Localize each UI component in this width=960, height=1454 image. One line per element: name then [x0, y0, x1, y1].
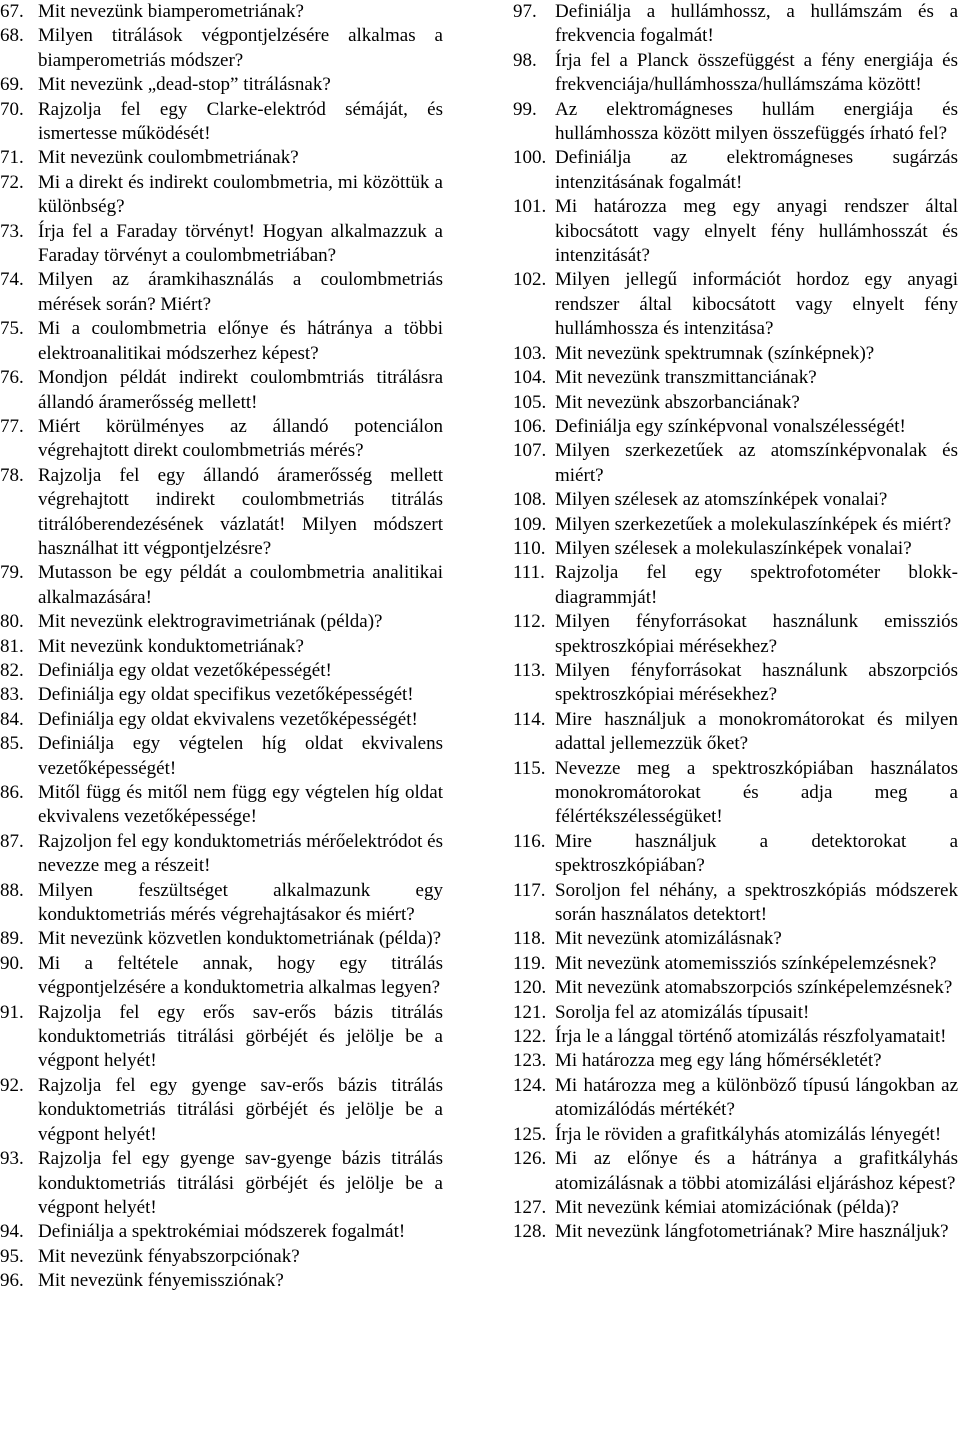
question-text: Rajzolja fel egy állandó áramerősség mellett végrehajtott indirekt coulombmetriás titrálás titrálóberendezésének vázlatát! Milyen módszert használhat itt végpontjelzésre?	[38, 464, 443, 559]
question-item	[0, 1001, 443, 1074]
question-number: 117.	[513, 879, 546, 901]
question-number: 82.	[0, 659, 24, 681]
question-item	[513, 1196, 958, 1220]
question-item	[513, 488, 958, 512]
question-item	[0, 1269, 443, 1293]
question-text: Milyen szerkezetűek a molekulaszínképek és miért?	[555, 513, 952, 535]
question-number: 127.	[513, 1196, 547, 1218]
question-text: Definiálja egy végtelen híg oldat ekvivalens vezetőképességét!	[38, 733, 443, 779]
question-number: 113.	[513, 659, 546, 681]
question-item	[513, 1147, 958, 1196]
question-text: Milyen fényforrásokat használunk emissziós spektroszkópiai mérésekhez?	[555, 611, 958, 657]
question-item	[0, 561, 443, 610]
question-number: 115.	[513, 757, 546, 779]
question-number: 83.	[0, 684, 24, 706]
question-number: 78.	[0, 464, 24, 486]
question-number: 95.	[0, 1245, 24, 1267]
question-text: Definiálja egy színképvonal vonalszélességét!	[555, 415, 906, 437]
question-text: Nevezze meg a spektroszkópiában használatos monokromátorokat és adja meg a félértékszélességüket!	[555, 757, 958, 828]
question-text: Rajzoljon fel egy konduktometriás mérőelektródot és nevezze meg a részeit!	[38, 830, 443, 877]
question-text: Mit nevezünk atomemissziós színképelemzésnek?	[555, 952, 937, 974]
question-item	[513, 146, 958, 195]
question-item	[513, 268, 958, 341]
question-item	[0, 73, 443, 97]
question-item	[513, 537, 958, 561]
question-number: 107.	[513, 440, 547, 462]
question-item	[0, 708, 443, 732]
question-number: 108.	[513, 489, 547, 511]
question-text: Rajzolja fel egy gyenge sav-gyenge bázis titrálás konduktometriás titrálási görbéjét és jelölje be a végpont helyét!	[38, 1148, 443, 1218]
question-number: 98.	[513, 49, 537, 71]
question-number: 87.	[0, 830, 24, 852]
question-item	[0, 732, 443, 781]
question-number: 104.	[513, 367, 547, 389]
question-number: 80.	[0, 611, 24, 633]
question-text: Mutasson be egy példát a coulombmetria analitikai alkalmazására!	[38, 562, 443, 608]
question-item	[0, 24, 443, 73]
question-number: 79.	[0, 562, 24, 584]
question-item	[513, 1074, 958, 1123]
question-text: Milyen titrálások végpontjelzésére alkalmas a biamperometriás módszer?	[38, 25, 443, 71]
question-number: 72.	[0, 171, 24, 193]
question-number: 86.	[0, 782, 24, 803]
question-item	[513, 830, 958, 879]
question-text: Írja fel a Faraday törvényt! Hogyan alkalmazzuk a Faraday törvényt a coulombmetriában?	[38, 220, 443, 267]
question-item	[513, 415, 958, 439]
question-item	[0, 879, 443, 928]
question-item	[0, 635, 443, 659]
question-item	[513, 1220, 958, 1244]
question-text: Mire használjuk a detektorokat a spektroszkópiában?	[555, 830, 958, 877]
question-item	[513, 366, 958, 390]
question-item	[513, 195, 958, 268]
question-number: 92.	[0, 1074, 24, 1096]
question-number: 96.	[0, 1270, 24, 1292]
question-number: 77.	[0, 415, 24, 437]
question-text: Soroljon fel néhány, a spektroszkópiás módszerek során használatos detektort!	[555, 879, 958, 926]
question-item	[0, 268, 443, 317]
question-item	[513, 342, 958, 366]
question-number: 68.	[0, 25, 24, 47]
question-item	[0, 366, 443, 415]
question-item	[513, 0, 958, 49]
question-number: 128.	[513, 1221, 547, 1243]
right-question-column	[513, 0, 958, 1245]
question-text: Mit nevezünk kémiai atomizációnak (példa)?	[555, 1196, 899, 1218]
question-item	[0, 781, 443, 830]
question-text: Sorolja fel az atomizálás típusait!	[555, 1001, 810, 1023]
question-number: 116.	[513, 830, 546, 852]
question-text: Írja le röviden a grafitkályhás atomizálás lényegét!	[555, 1123, 942, 1145]
question-text: Mit nevezünk közvetlen konduktometriának (példa)?	[38, 928, 442, 950]
question-text: Rajzolja fel egy erős sav-erős bázis titrálás konduktometriás titrálási görbéjét és jelölje be a végpont helyét!	[38, 1001, 443, 1072]
question-text: Milyen feszültséget alkalmazunk egy konduktometriás mérés végrehajtásakor és miért?	[38, 879, 443, 926]
question-text: Mondjon példát indirekt coulombmtriás titrálásra állandó áramerősség mellett!	[38, 367, 443, 413]
question-item	[513, 659, 958, 708]
question-text: Mit nevezünk lángfotometriának? Mire használjuk?	[555, 1221, 949, 1243]
question-number: 124.	[513, 1074, 547, 1096]
left-question-column	[0, 0, 443, 1294]
question-text: Rajzolja fel egy Clarke-elektród sémáját, és ismertesse működését!	[38, 98, 443, 145]
question-item	[513, 561, 958, 610]
question-item	[513, 927, 958, 951]
question-text: Mit nevezünk spektrumnak (színképnek)?	[555, 342, 875, 364]
question-number: 71.	[0, 147, 24, 169]
question-number: 123.	[513, 1050, 547, 1072]
question-number: 70.	[0, 98, 24, 120]
question-item	[0, 1245, 443, 1269]
question-item	[0, 952, 443, 1001]
question-item	[0, 830, 443, 879]
question-number: 89.	[0, 928, 24, 950]
question-text: Rajzolja fel egy gyenge sav-erős bázis titrálás konduktometriás titrálási görbéjét és jelölje be a végpont helyét!	[38, 1074, 443, 1145]
question-item	[0, 610, 443, 634]
question-item	[513, 757, 958, 830]
question-item	[513, 439, 958, 488]
question-text: Miért körülményes az állandó potenciálon végrehajtott direkt coulombmetriás mérés?	[38, 415, 443, 462]
question-text: Mire használjuk a monokromátorokat és milyen adattal jellemezzük őket?	[555, 708, 958, 755]
question-item	[513, 879, 958, 928]
question-number: 122.	[513, 1026, 547, 1048]
question-number: 109.	[513, 513, 547, 535]
question-item	[0, 146, 443, 170]
question-number: 99.	[513, 98, 537, 120]
question-text: Definiálja egy oldat vezetőképességét!	[38, 659, 332, 681]
question-number: 84.	[0, 708, 24, 730]
question-text: Mit nevezünk fényabszorpciónak?	[38, 1245, 300, 1267]
question-item	[513, 1123, 958, 1147]
question-item	[513, 513, 958, 537]
question-item	[513, 1025, 958, 1049]
question-text: Milyen szélesek az atomszínképek vonalai?	[555, 489, 888, 511]
question-number: 67.	[0, 1, 24, 22]
question-number: 106.	[513, 415, 547, 437]
question-item	[0, 317, 443, 366]
question-text: Mi a coulombmetria előnye és hátránya a többi elektroanalitikai módszerhez képest?	[38, 318, 443, 364]
question-number: 75.	[0, 318, 24, 340]
question-text: Mit nevezünk fényemissziónak?	[38, 1270, 284, 1292]
question-text: Rajzolja fel egy spektrofotométer blokk-diagrammját!	[555, 562, 958, 608]
question-text: Mi az előnye és a hátránya a grafitkályhás atomizálásnak a többi atomizálási eljáráshoz képest?	[555, 1148, 958, 1194]
question-text: Definiálja egy oldat specifikus vezetőképességét!	[38, 684, 414, 706]
question-text: Mi határozza meg egy láng hőmérsékletét?	[555, 1050, 882, 1072]
question-text: Milyen szerkezetűek az atomszínképvonalak és miért?	[555, 440, 958, 486]
question-number: 121.	[513, 1001, 547, 1023]
question-text: Mit nevezünk atomabszorpciós színképelemzésnek?	[555, 977, 953, 999]
question-number: 103.	[513, 342, 547, 364]
question-text: Milyen az áramkihasználás a coulombmetriás mérések során? Miért?	[38, 269, 443, 315]
question-text: Mit nevezünk „dead-stop” titrálásnak?	[38, 74, 331, 96]
question-number: 105.	[513, 391, 547, 413]
question-number: 114.	[513, 708, 546, 730]
question-text: Mit nevezünk atomizálásnak?	[555, 928, 782, 950]
question-number: 94.	[0, 1221, 24, 1243]
question-number: 69.	[0, 74, 24, 96]
question-number: 102.	[513, 269, 547, 291]
question-number: 91.	[0, 1001, 24, 1023]
question-text: Írja le a lánggal történő atomizálás részfolyamatait!	[555, 1026, 947, 1048]
question-number: 81.	[0, 635, 24, 657]
question-number: 85.	[0, 733, 24, 755]
question-number: 93.	[0, 1148, 24, 1170]
question-number: 97.	[513, 1, 537, 22]
question-text: Mi határozza meg a különböző típusú lángokban az atomizálódás mértékét?	[555, 1074, 958, 1121]
question-number: 120.	[513, 977, 547, 999]
question-text: Milyen szélesek a molekulaszínképek vonalai?	[555, 537, 912, 559]
question-number: 125.	[513, 1123, 547, 1145]
question-item	[0, 464, 443, 562]
question-item	[513, 1001, 958, 1025]
question-number: 101.	[513, 196, 547, 218]
question-item	[513, 391, 958, 415]
question-item	[513, 976, 958, 1000]
question-text: Mi határozza meg egy anyagi rendszer által kibocsátott vagy elnyelt fény hullámhosszát és intenzitását?	[555, 196, 958, 267]
question-text: Definiálja az elektromágneses sugárzás intenzitásának fogalmát!	[555, 147, 958, 193]
question-number: 88.	[0, 879, 24, 901]
question-number: 76.	[0, 367, 24, 389]
question-item	[0, 659, 443, 683]
question-item	[0, 220, 443, 269]
question-number: 118.	[513, 928, 546, 950]
question-text: Írja fel a Planck összefüggést a fény energiája és frekvenciája/hullámhossza/hullámszáma között!	[555, 49, 958, 96]
question-number: 110.	[513, 537, 546, 559]
question-number: 100.	[513, 147, 547, 169]
question-item	[513, 49, 958, 98]
question-number: 112.	[513, 611, 546, 633]
question-text: Definiálja a spektrokémiai módszerek fogalmát!	[38, 1221, 406, 1243]
question-item	[0, 1147, 443, 1220]
question-text: Mi a feltétele annak, hogy egy titrálás végpontjelzésére a konduktometria alkalmas legyen?	[38, 952, 443, 999]
question-number: 126.	[513, 1148, 547, 1170]
question-number: 111.	[513, 562, 545, 584]
question-text: Mit nevezünk abszorbanciának?	[555, 391, 800, 413]
question-text: Mit nevezünk elektrogravimetriának (példa)?	[38, 611, 383, 633]
question-text: Mi a direkt és indirekt coulombmetria, mi közöttük a különbség?	[38, 171, 443, 218]
question-number: 119.	[513, 952, 546, 974]
question-item	[513, 952, 958, 976]
question-item	[0, 415, 443, 464]
question-item	[0, 98, 443, 147]
question-item	[513, 610, 958, 659]
question-item	[0, 683, 443, 707]
question-text: Mit nevezünk coulombmetriának?	[38, 147, 299, 169]
question-item	[513, 1049, 958, 1073]
question-text: Mit nevezünk biamperometriának?	[38, 1, 304, 22]
question-item	[513, 708, 958, 757]
question-item	[513, 98, 958, 147]
question-text: Mit nevezünk transzmittanciának?	[555, 367, 817, 389]
question-item	[0, 927, 443, 951]
question-item	[0, 1074, 443, 1147]
question-text: Definiálja a hullámhossz, a hullámszám és a frekvencia fogalmát!	[555, 1, 958, 47]
question-number: 74.	[0, 269, 24, 291]
question-text: Milyen jellegű információt hordoz egy anyagi rendszer által kibocsátott vagy elnyelt fény hullámhossza és intenzitása?	[555, 269, 958, 340]
question-number: 73.	[0, 220, 24, 242]
question-text: Milyen fényforrásokat használunk abszorpciós spektroszkópiai mérésekhez?	[555, 659, 958, 706]
question-text: Az elektromágneses hullám energiája és hullámhossza között milyen összefüggés írható fel?	[555, 98, 958, 145]
question-item	[0, 1220, 443, 1244]
question-text: Mit nevezünk konduktometriának?	[38, 635, 304, 657]
question-item	[0, 171, 443, 220]
question-item	[0, 0, 443, 24]
question-text: Mitől függ és mitől nem függ egy végtelen híg oldat ekvivalens vezetőképessége!	[38, 782, 443, 828]
question-text: Definiálja egy oldat ekvivalens vezetőképességét!	[38, 708, 418, 730]
question-number: 90.	[0, 952, 24, 974]
